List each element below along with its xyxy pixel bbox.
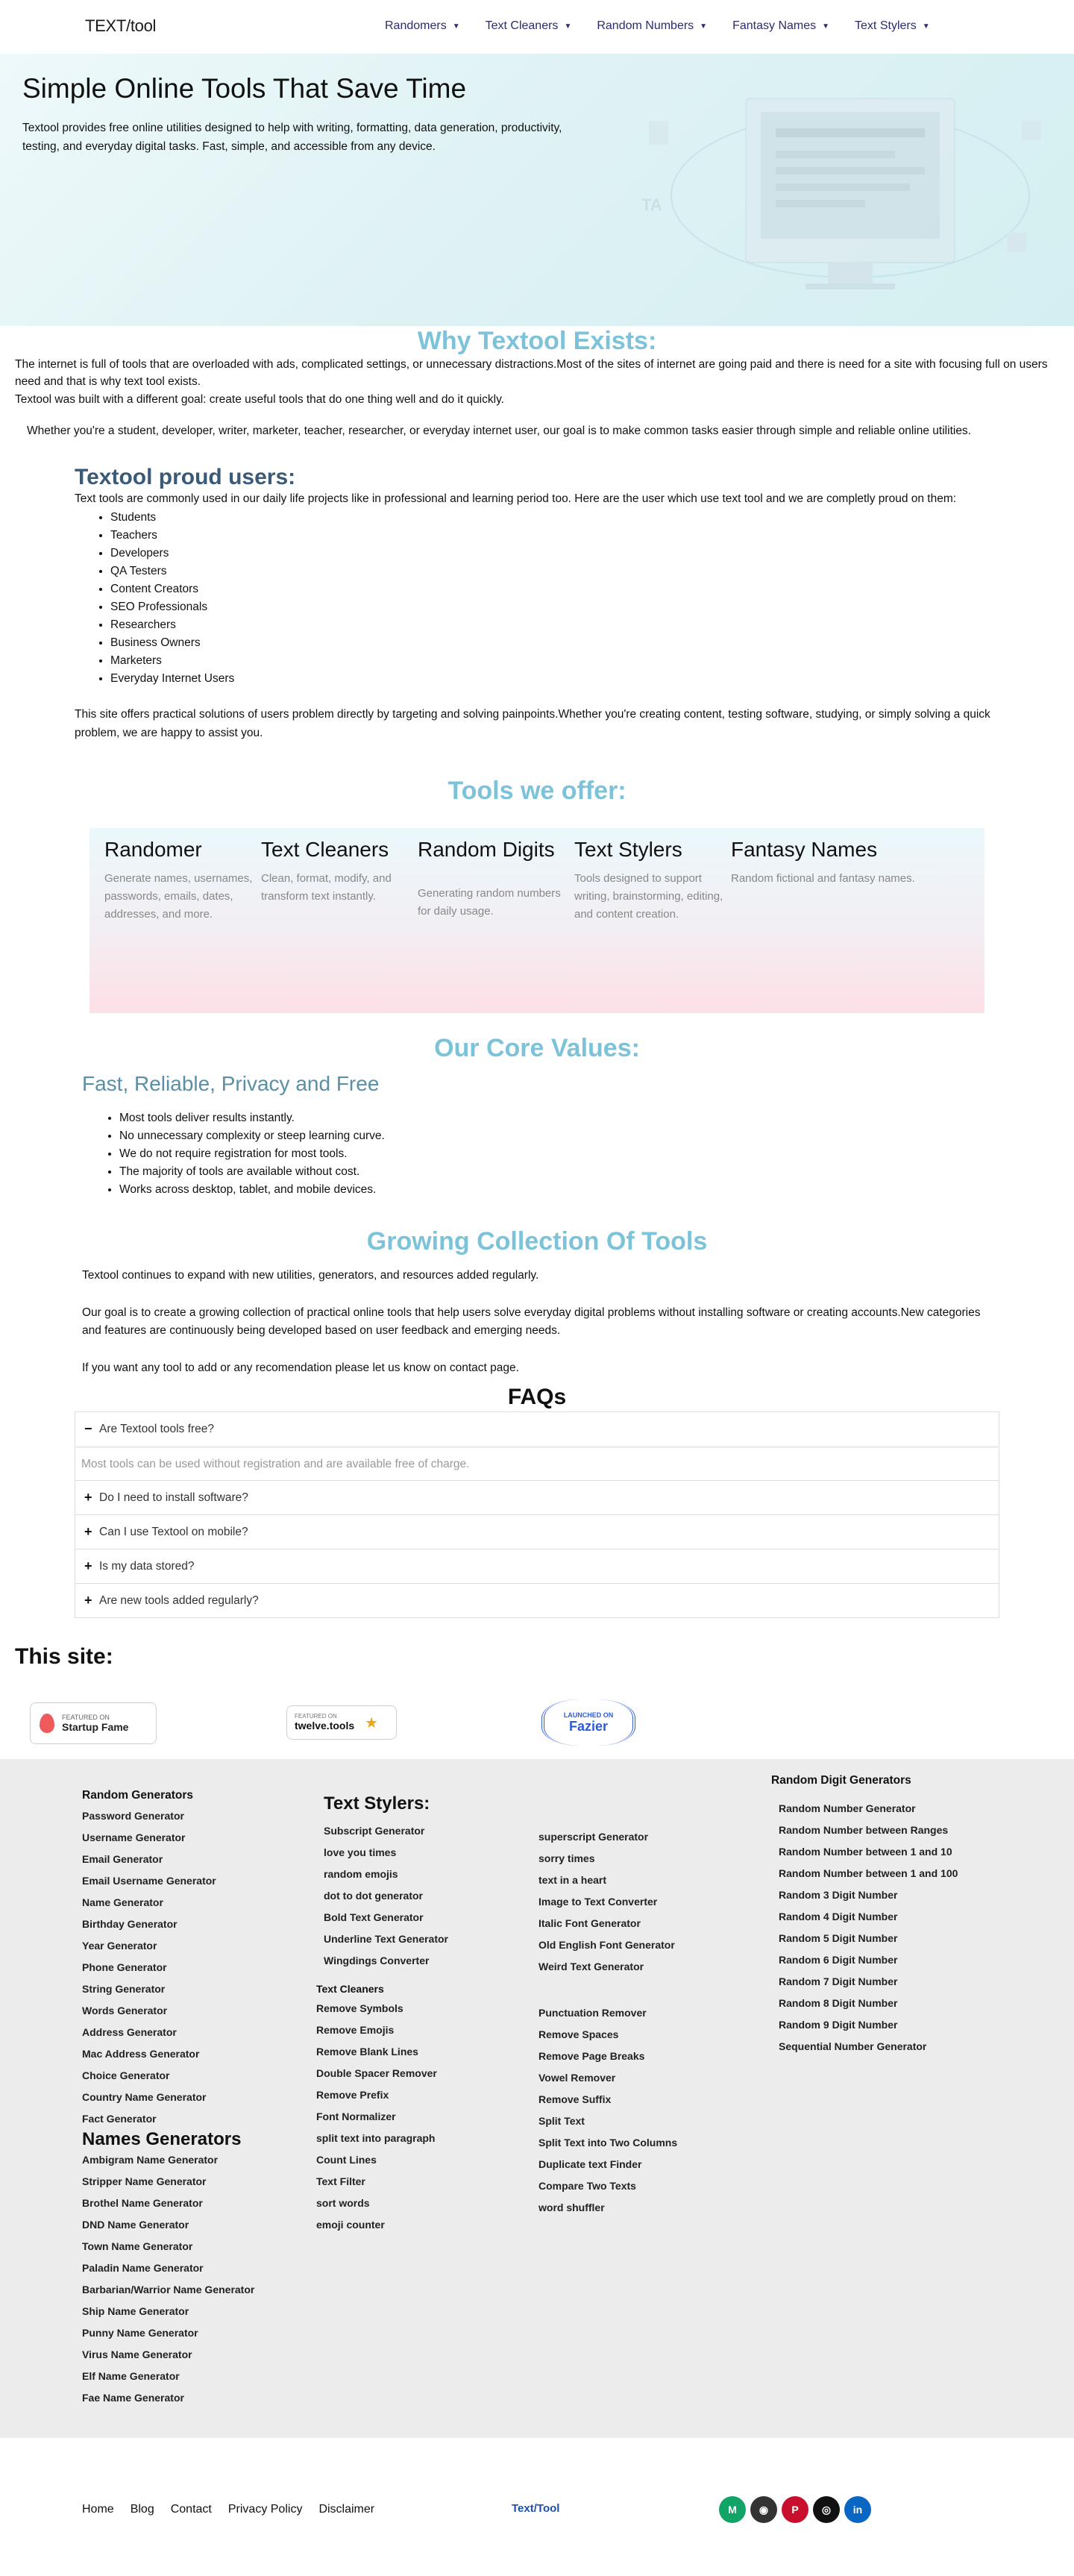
faq-question-label: Can I use Textool on mobile? [99, 1525, 248, 1538]
footer-link[interactable]: Weird Text Generator [538, 1961, 644, 1973]
footer-link[interactable]: Random 8 Digit Number [779, 1997, 898, 2010]
users-outro: This site offers practical solutions of users problem directly by targeting and solving painpoints.Whether you're creating content, testing software, studying, or simply solving a quick problem, we are happy to assist you. [75, 707, 990, 739]
badge-name: Startup Fame [62, 1720, 129, 1733]
footer-link[interactable]: Double Spacer Remover [316, 2067, 437, 2080]
badge-name: Fazier [568, 1718, 609, 1734]
hero-description: Textool provides free online utilities designed to help with writing, formatting, data generation, productivity, testing, and everyday digital tasks. Fast, simple, and accessible from any device. [22, 122, 562, 153]
social-links [719, 2496, 871, 2523]
footer-link[interactable]: Bold Text Generator [324, 1911, 424, 1924]
list-item: • Works across desktop, tablet, and mobile devices. [119, 1181, 1074, 1199]
nav-text-stylers[interactable] [855, 19, 930, 33]
tool-card-desc: Clean, format, modify, and transform text instantly. [261, 872, 392, 903]
tools-panel [90, 828, 984, 1013]
tool-card-random-digits[interactable] [418, 839, 574, 1003]
footer-link[interactable]: Ambigram Name Generator [82, 2154, 219, 2166]
footer-link[interactable]: Brothel Name Generator [82, 2197, 203, 2210]
footer-link[interactable]: Random 5 Digit Number [779, 1932, 898, 1945]
hero-title: Simple Online Tools That Save Time [22, 73, 467, 104]
nav-label: Text Stylers [855, 19, 917, 32]
footer-link[interactable]: Random 6 Digit Number [779, 1954, 898, 1967]
footer-link[interactable]: Random Number between 1 and 100 [779, 1867, 958, 1880]
values-list [119, 1109, 1074, 1199]
footer-link[interactable]: Country Name Generator [82, 2091, 207, 2104]
users-intro: Text tools are commonly used in our daily life projects like in professional and learning period too. Here are the user which use text tool and we are completly proud on them: [75, 492, 957, 505]
footer-link[interactable]: sort words [316, 2197, 370, 2210]
grow-paragraph-3: If you want any tool to add or any recomendation please let us know on contact page. [82, 1361, 519, 1375]
footer-link[interactable]: Year Generator [82, 1940, 157, 1952]
caret-down-icon: ▼ [564, 22, 572, 31]
plus-icon: + [84, 1558, 92, 1574]
flame-icon [40, 1714, 54, 1733]
tool-card-title: Text Stylers [574, 838, 682, 862]
footer-link[interactable]: Choice Generator [82, 2069, 170, 2082]
caret-down-icon: ▼ [922, 22, 930, 31]
footer-link[interactable]: Elf Name Generator [82, 2370, 180, 2383]
list-item: • Students [110, 509, 999, 527]
footer-heading: Names Generators [82, 2129, 242, 2150]
values-subtitle: Fast, Reliable, Privacy and Free [82, 1072, 380, 1096]
nav-text-cleaners[interactable] [486, 19, 572, 33]
footer-link[interactable]: Fae Name Generator [82, 2392, 184, 2404]
badge-caption: FEATURED ON [62, 1713, 110, 1721]
tool-card-text-stylers[interactable] [574, 839, 731, 1003]
tool-card-randomer[interactable] [104, 839, 261, 1003]
footer-heading: Random Generators [82, 1789, 194, 1802]
footer-heading: Random Digit Generators [771, 1774, 911, 1787]
footer-brand-link[interactable]: Text/Tool [512, 2502, 560, 2516]
footer-link[interactable]: Old English Font Generator [538, 1939, 675, 1952]
why-title: Why Textool Exists: [417, 327, 657, 355]
footer-random-generators [82, 1789, 254, 2409]
footer-link[interactable]: Punny Name Generator [82, 2327, 198, 2340]
footer-link[interactable]: sorry times [538, 1852, 595, 1865]
nav-label: Random Numbers [597, 19, 694, 32]
list-item: • Researchers [110, 616, 999, 634]
nav-randomers[interactable] [385, 19, 460, 33]
why-text [0, 356, 1074, 408]
footer-link[interactable]: Count Lines [316, 2154, 377, 2166]
users-section [75, 465, 999, 743]
contact-link[interactable]: Contact [170, 2503, 212, 2516]
footer-link[interactable]: Random 3 Digit Number [779, 1889, 898, 1902]
footer-link[interactable]: Birthday Generator [82, 1918, 178, 1931]
footer-link[interactable]: Email Generator [82, 1853, 163, 1866]
list-item: • Teachers [110, 527, 999, 545]
tool-card-fantasy-names[interactable] [731, 839, 925, 1003]
grow-section [82, 1267, 992, 1377]
footer-link[interactable]: Random 4 Digit Number [779, 1911, 898, 1923]
svg-text:TA: TA [641, 195, 662, 214]
footer-link[interactable]: Phone Generator [82, 1961, 167, 1974]
faq-question-4[interactable] [75, 1549, 999, 1584]
footer-link[interactable]: Remove Prefix [316, 2089, 389, 2102]
this-site-title: This site: [15, 1644, 113, 1670]
footer-link[interactable]: Sequential Number Generator [779, 2040, 927, 2053]
footer-link[interactable]: text in a heart [538, 1874, 607, 1887]
list-item: • Most tools deliver results instantly. [119, 1109, 1074, 1127]
footer-link[interactable]: Stripper Name Generator [82, 2175, 207, 2188]
footer-text-cleaners-right [538, 2002, 677, 2219]
pinterest-icon[interactable]: P [782, 2496, 808, 2523]
nav-random-numbers[interactable] [597, 19, 707, 33]
faq-accordion [75, 1411, 999, 1618]
footer-link[interactable]: Random Number between 1 and 10 [779, 1846, 952, 1858]
footer-link[interactable]: dot to dot generator [324, 1890, 423, 1902]
nav-label: Fantasy Names [732, 19, 817, 32]
footer-link[interactable]: Ship Name Generator [82, 2305, 189, 2318]
faq-question-2[interactable] [75, 1480, 999, 1515]
faq-question-label: Are new tools added regularly? [99, 1593, 259, 1607]
tool-card-title: Random Digits [418, 838, 555, 862]
badges-row [0, 1670, 1074, 1759]
why-paragraph-2: Textool was built with a different goal: create useful tools that do one thing well and do it quickly. [15, 392, 504, 406]
list-item: • Developers [110, 545, 999, 562]
footer-link[interactable]: Random Number between Ranges [779, 1824, 949, 1837]
footer-link[interactable]: String Generator [82, 1983, 166, 1996]
footer-link[interactable]: Email Username Generator [82, 1875, 216, 1887]
footer-link[interactable]: Mac Address Generator [82, 2048, 200, 2061]
footer-link[interactable]: random emojis [324, 1868, 398, 1881]
footer-link[interactable]: Remove Blank Lines [316, 2046, 418, 2058]
tool-card-desc: Generating random numbers for daily usage. [418, 887, 561, 918]
badge-caption: LAUNCHED ON [563, 1711, 614, 1719]
faq-question-label: Is my data stored? [99, 1559, 195, 1573]
list-item: • QA Testers [110, 562, 999, 580]
footer-link[interactable]: superscript Generator [538, 1831, 649, 1843]
footer-link[interactable]: Duplicate text Finder [538, 2158, 642, 2171]
footer-text-stylers [324, 1793, 448, 1972]
site-header [0, 0, 1074, 54]
badge-caption: FEATURED ON [295, 1713, 337, 1720]
faq-answer-text: Most tools can be used without registration and are available free of charge. [81, 1457, 470, 1470]
faq-question-1[interactable] [75, 1411, 999, 1447]
why-paragraph-1: The internet is full of tools that are overloaded with ads, complicated settings, or unnecessary distractions.Most of the sites of internet are going paid and there is need for a site with focusing full on users need and that is why text tool exists. [15, 358, 1048, 389]
footer-link[interactable]: Remove Emojis [316, 2024, 395, 2037]
users-list [110, 509, 999, 688]
footer-link[interactable]: Remove Spaces [538, 2028, 619, 2041]
caret-down-icon: ▼ [700, 22, 708, 31]
footer-link[interactable]: Name Generator [82, 1896, 163, 1909]
privacy-policy-link[interactable]: Privacy Policy [227, 2503, 303, 2516]
tool-card-title: Fantasy Names [731, 838, 878, 862]
nav-label: Text Cleaners [485, 19, 559, 32]
plus-icon: + [84, 1490, 92, 1505]
nav-fantasy-names[interactable] [732, 19, 829, 33]
footer-link[interactable]: Wingdings Converter [324, 1955, 430, 1967]
caret-down-icon: ▼ [452, 22, 460, 31]
list-item: • Business Owners [110, 634, 999, 652]
footer-link[interactable]: Font Normalizer [316, 2110, 396, 2123]
list-item: • Content Creators [110, 580, 999, 598]
footer-link[interactable]: Paladin Name Generator [82, 2262, 204, 2275]
footer-link[interactable]: Italic Font Generator [538, 1917, 641, 1930]
faq-question-3[interactable] [75, 1514, 999, 1549]
footer-link[interactable]: Text Filter [316, 2175, 365, 2188]
list-item: • We do not require registration for most tools. [119, 1145, 1074, 1163]
footer-heading: Text Cleaners [316, 1983, 384, 1996]
linkedin-icon[interactable]: in [844, 2496, 871, 2523]
footer-link[interactable]: Address Generator [82, 2026, 177, 2039]
site-logo[interactable]: TEXT/tool [85, 16, 157, 35]
footer-link[interactable]: Compare Two Texts [538, 2180, 636, 2193]
footer-heading: Text Stylers: [324, 1793, 430, 1814]
tool-card-text-cleaners[interactable] [261, 839, 418, 1003]
main-nav [385, 19, 955, 33]
footer-link[interactable]: Random Number Generator [779, 1802, 916, 1815]
footer-link[interactable]: word shuffler [538, 2201, 605, 2214]
footer-link[interactable]: Vowel Remover [538, 2072, 616, 2084]
footer-random-digits [771, 1774, 958, 2058]
grow-title: Growing Collection Of Tools [366, 1227, 708, 1256]
plus-icon: + [84, 1593, 92, 1608]
footer-link[interactable]: Username Generator [82, 1831, 186, 1844]
footer-link[interactable]: Remove Symbols [316, 2002, 403, 2015]
grow-paragraph-2: Our goal is to create a growing collection of practical online tools that help users solve everyday digital problems without installing software or creating accounts.New categories and features are continuously being developed based on user feedback and emerging needs. [82, 1306, 981, 1338]
footer-link[interactable]: Image to Text Converter [538, 1896, 658, 1908]
footer-link[interactable]: Underline Text Generator [324, 1933, 449, 1946]
list-item: • No unnecessary complexity or steep learning curve. [119, 1127, 1074, 1145]
faq-answer-1 [75, 1446, 999, 1481]
footer-link[interactable]: Subscript Generator [324, 1825, 425, 1837]
blog-link[interactable]: Blog [130, 2503, 154, 2516]
values-title: Our Core Values: [434, 1034, 640, 1063]
badge-name: twelve.tools [295, 1720, 355, 1732]
instagram-icon[interactable]: ◎ [813, 2496, 840, 2523]
tool-card-desc: Random fictional and fantasy names. [731, 872, 915, 886]
why-note: Whether you're a student, developer, writer, marketer, teacher, researcher, or everyday internet user, our goal is to make common tasks easier through simple and reliable online utilities. [27, 424, 971, 437]
footer-link[interactable]: emoji counter [316, 2219, 385, 2231]
tool-card-title: Text Cleaners [261, 838, 389, 862]
hero-banner [0, 54, 1074, 326]
tool-card-title: Randomer [104, 838, 202, 862]
bottom-bar [0, 2438, 1074, 2565]
github-icon[interactable]: ◉ [750, 2496, 777, 2523]
footer-link[interactable]: Remove Page Breaks [538, 2050, 645, 2063]
footer-link[interactable]: DND Name Generator [82, 2219, 189, 2231]
footer-link[interactable]: Split Text [538, 2115, 585, 2128]
tools-title: Tools we offer: [448, 777, 626, 806]
home-link[interactable]: Home [82, 2503, 114, 2516]
list-item: • SEO Professionals [110, 598, 999, 616]
fazier-badge[interactable] [541, 1699, 635, 1746]
medium-icon[interactable]: M [719, 2496, 746, 2523]
grow-paragraph-1: Textool continues to expand with new utilities, generators, and resources added regularly. [82, 1269, 539, 1282]
footer-link[interactable]: Town Name Generator [82, 2240, 193, 2253]
caret-down-icon: ▼ [822, 22, 830, 31]
values-section [82, 1072, 1074, 1199]
minus-icon: − [84, 1421, 92, 1437]
list-item: • Everyday Internet Users [110, 670, 999, 688]
footer-link[interactable]: Barbarian/Warrior Name Generator [82, 2284, 255, 2296]
faq-question-5[interactable] [75, 1583, 999, 1618]
footer-link[interactable]: Punctuation Remover [538, 2007, 647, 2019]
footer-link[interactable]: Random 7 Digit Number [779, 1975, 898, 1988]
users-title: Textool proud users: [75, 464, 296, 489]
tool-card-desc: Generate names, usernames, passwords, emails, dates, addresses, and more. [104, 872, 253, 921]
plus-icon: + [84, 1524, 92, 1540]
footer-link[interactable]: Virus Name Generator [82, 2348, 192, 2361]
list-item: • Marketers [110, 652, 999, 670]
list-item: • The majority of tools are available without cost. [119, 1163, 1074, 1181]
footer-links [0, 1759, 1074, 2438]
faq-title: FAQs [507, 1385, 567, 1410]
trophy-icon: ★ [365, 1714, 379, 1732]
footer-link[interactable]: Remove Suffix [538, 2093, 612, 2106]
footer-link[interactable]: Password Generator [82, 1810, 184, 1823]
footer-link[interactable]: Fact Generator [82, 2113, 157, 2125]
faq-question-label: Do I need to install software? [99, 1491, 248, 1504]
startup-fame-badge[interactable] [30, 1702, 157, 1744]
bottom-links [82, 2503, 374, 2516]
footer-text-stylers-right [538, 1826, 675, 1978]
footer-link[interactable]: split text into paragraph [316, 2132, 436, 2145]
footer-link[interactable]: love you times [324, 1846, 397, 1859]
footer-link[interactable]: Words Generator [82, 2005, 168, 2017]
monitor-illustration [634, 84, 1052, 307]
footer-text-cleaners [316, 1983, 437, 2236]
nav-label: Randomers [385, 19, 447, 32]
faq-question-label: Are Textool tools free? [99, 1422, 214, 1435]
twelve-tools-badge[interactable] [286, 1705, 397, 1740]
footer-link[interactable]: Split Text into Two Columns [538, 2137, 678, 2149]
disclaimer-link[interactable]: Disclaimer [318, 2503, 375, 2516]
footer-link[interactable]: Random 9 Digit Number [779, 2019, 898, 2031]
tool-card-desc: Tools designed to support writing, brainstorming, editing, and content creation. [574, 872, 723, 921]
